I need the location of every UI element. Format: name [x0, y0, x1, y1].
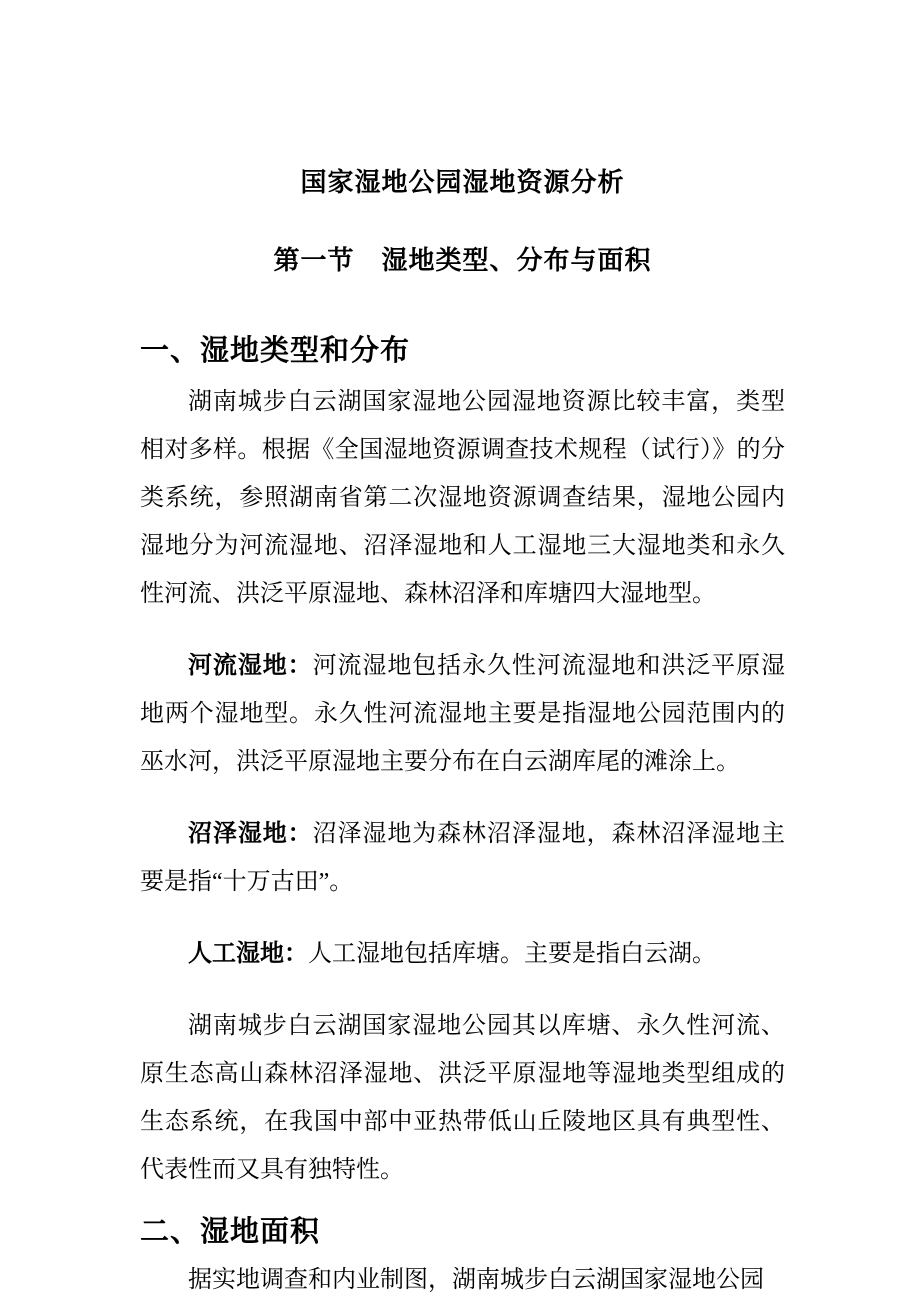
paragraph-bold-label: 沼泽湿地： [188, 821, 313, 847]
doc-subtitle: 第一节 湿地类型、分布与面积 [273, 246, 652, 275]
paragraph-bold-label: 河流湿地： [188, 653, 313, 679]
paragraph-text: 河流湿地包括永久性河流湿地和洪泛平原湿地两个湿地型。永久性河流湿地主要是指湿地公园范围内的巫水河，洪泛平原湿地主要分布在白云湖库尾的滩涂上。 [140, 653, 786, 775]
paragraph-text: 据实地调查和内业制图，湖南城步白云湖国家湿地公园 [188, 1267, 764, 1293]
paragraph-text: 人工湿地包括库塘。主要是指白云湖。 [308, 941, 716, 967]
section-heading-wetland-types: 一、湿地类型和分布 [140, 335, 411, 367]
paragraph-area-intro [140, 1256, 785, 1302]
paragraph-marsh-wetland [140, 810, 785, 906]
doc-title: 国家湿地公园湿地资源分析 [300, 168, 625, 197]
paragraph-ecosystem [140, 1002, 785, 1194]
paragraph-artificial-wetland [140, 930, 785, 978]
paragraph-intro [140, 378, 785, 618]
paragraph-text: 湖南城步白云湖国家湿地公园其以库塘、永久性河流、原生态高山森林沼泽湿地、洪泛平原湿地等湿地类型组成的生态系统，在我国中部中亚热带低山丘陵地区具有典型性、代表性而又具有独特性。 [140, 1013, 785, 1183]
paragraph-text: 湖南城步白云湖国家湿地公园湿地资源比较丰富，类型相对多样。根据《全国湿地资源调查技术规程（试行）》的分类系统，参照湖南省第二次湿地资源调查结果，湿地公园内湿地分为河流湿地、沼泽湿地和人工湿地三大湿地类和永久性河流、洪泛平原湿地、森林沼泽和库塘四大湿地型。 [140, 389, 785, 607]
paragraph-river-wetland [140, 642, 785, 786]
section-heading-wetland-area: 二、湿地面积 [140, 1216, 321, 1248]
paragraph-text: 沼泽湿地为森林沼泽湿地，森林沼泽湿地主要是指“十万古田”。 [140, 821, 786, 895]
paragraph-bold-label: 人工湿地： [188, 941, 308, 967]
